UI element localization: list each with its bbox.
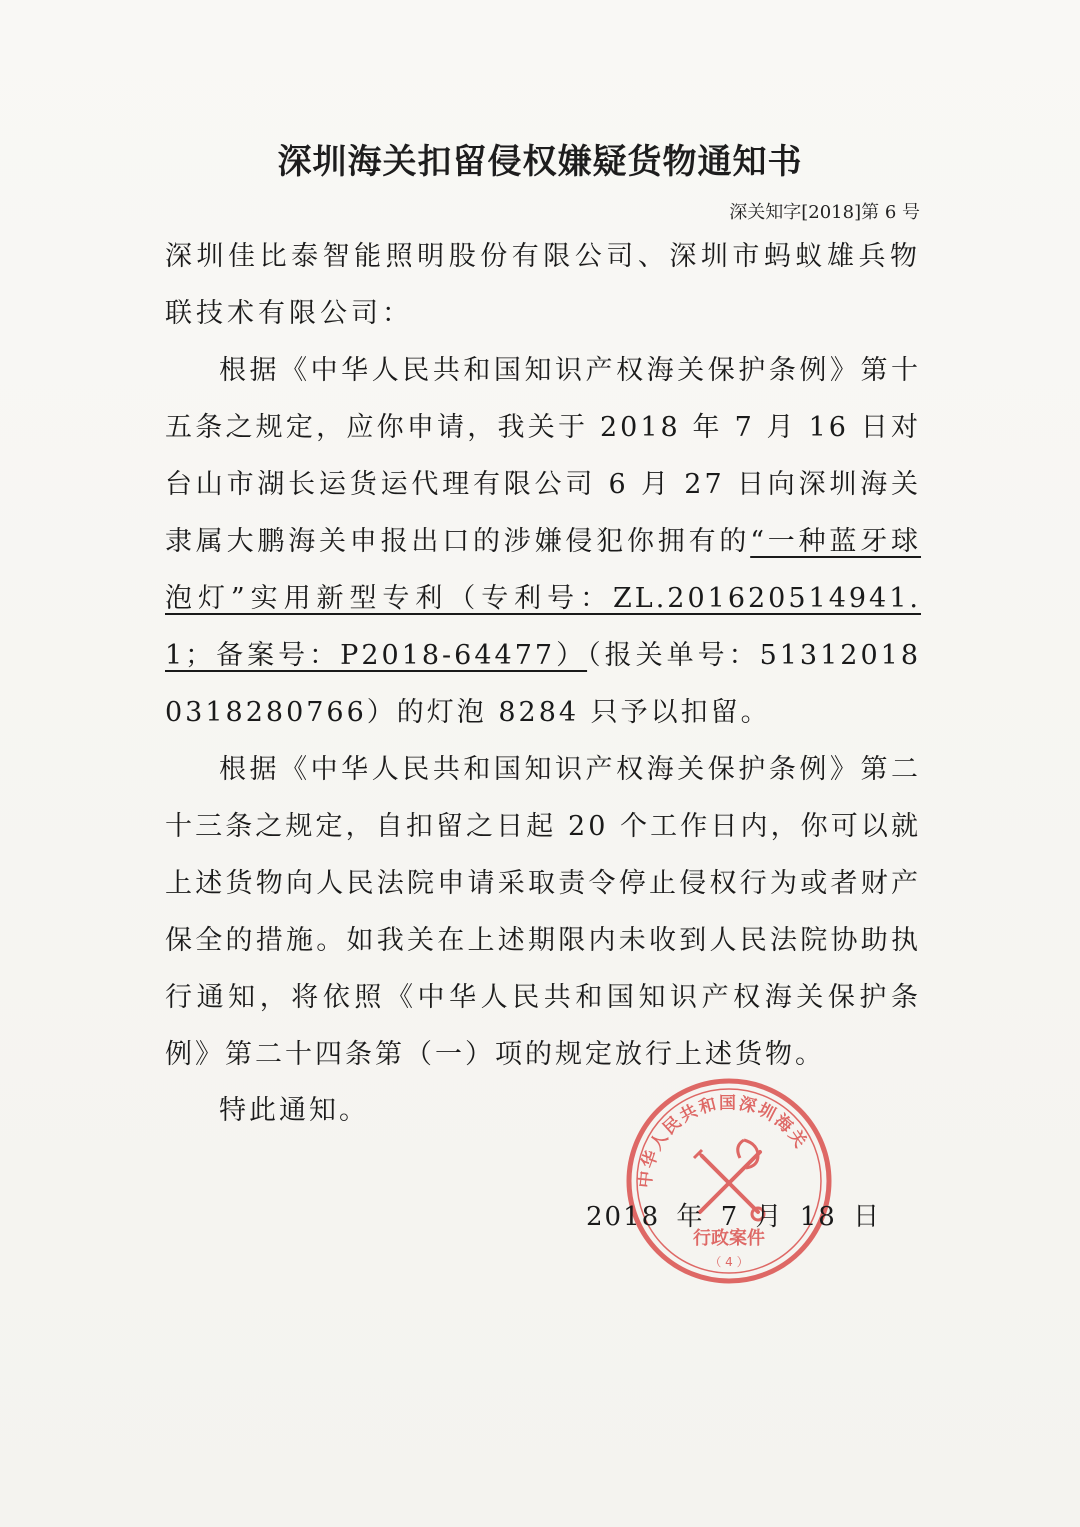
document-number: 深关知字[2018]第 6 号 — [729, 202, 920, 223]
paragraph-text: 根据《中华人民共和国知识产权海关保护条例》第十五条之规定，应你申请，我关于 2018 年 7 月 16 日对台山市湖长运货运代理有限公司 6 月 27 日向深圳海关隶属大鹏海关申报出口的涉嫌侵犯你拥有的 — [165, 355, 921, 557]
addressee: 深圳佳比泰智能照明股份有限公司、深圳市蚂蚁雄兵物联技术有限公司： — [165, 241, 921, 329]
svg-text:行政案件: 行政案件 — [693, 1228, 765, 1249]
issue-date: 2018 年 7 月 18 日 — [586, 1202, 882, 1232]
paragraph-detention-notice — [165, 342, 921, 741]
paragraph-legal-rights: 根据《中华人民共和国知识产权海关保护条例》第二十三条之规定，自扣留之日起 20 个工作日内，你可以就上述货物向人民法院申请采取责令停止侵权行为或者财产保全的措施。如我关在上述期限内未收到人民法院协助执行通知，将依照《中华人民共和国知识产权海关保护条例》第二十四条第（一）项的规定放行上述货物。 — [165, 754, 921, 1070]
document-title: 深圳海关扣留侵权嫌疑货物通知书 — [277, 142, 803, 182]
svg-text:中华人民共和国深圳海关: 中华人民共和国深圳海关 — [635, 1093, 812, 1189]
patent-reference: “一种蓝牙球泡灯”实用新型专利（专利号：ZL.201620514941.1；备案号：P2018-64477） — [165, 526, 922, 671]
paragraph-text: （报关单号：513120180318280766）的灯泡 8284 只予以扣留。 — [165, 640, 921, 728]
official-seal-stamp — [622, 1074, 836, 1288]
closing-remark: 特此通知。 — [219, 1095, 369, 1126]
svg-text:（ 4 ）: （ 4 ） — [709, 1255, 749, 1269]
